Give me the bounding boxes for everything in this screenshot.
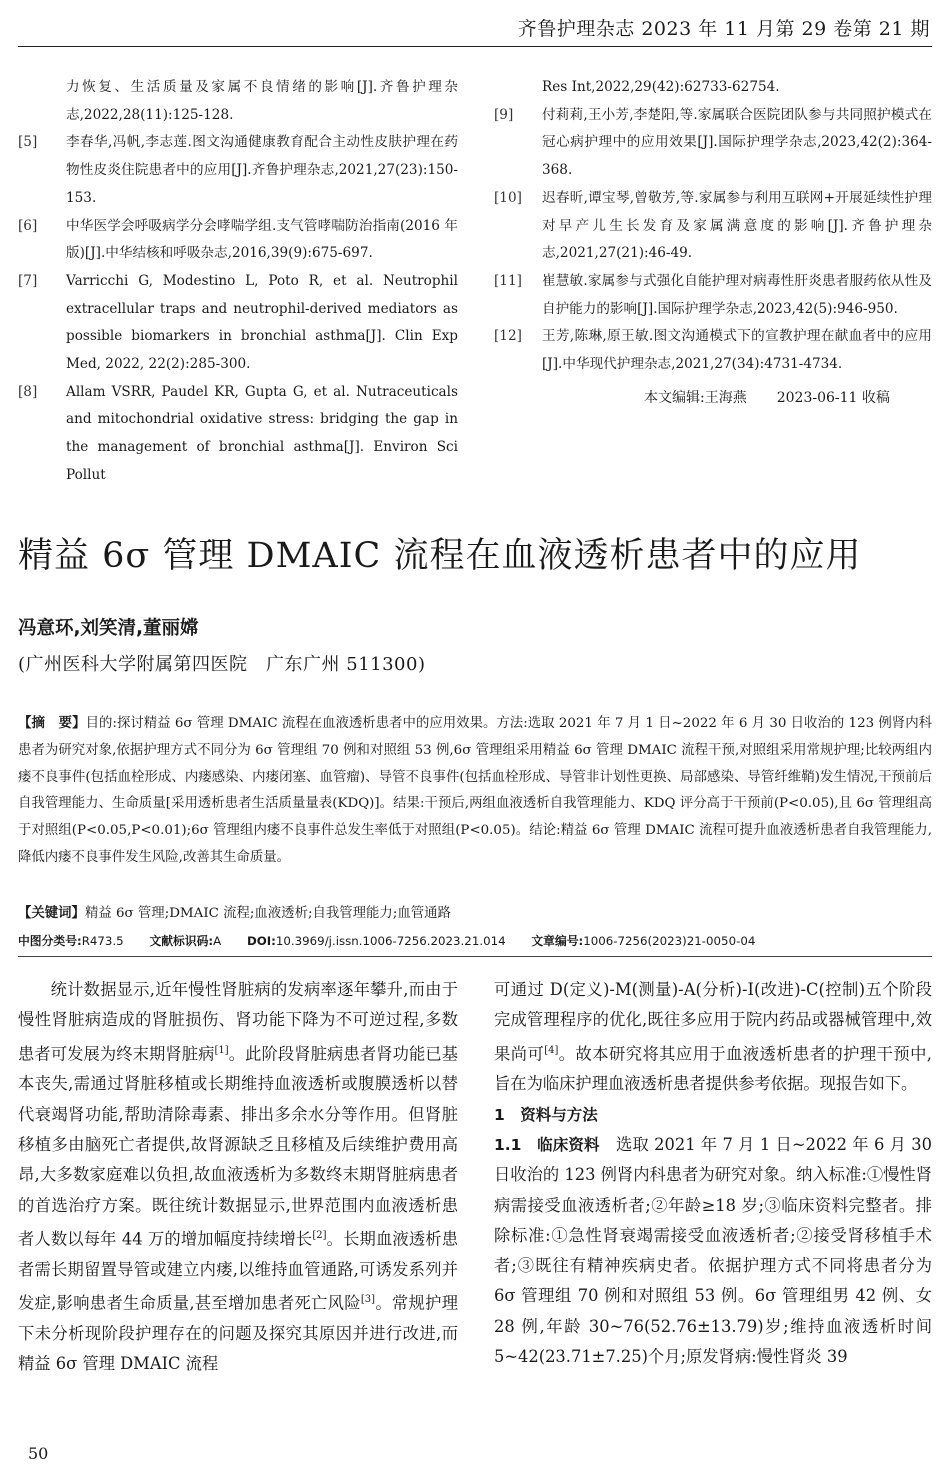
reference-item bbox=[18, 74, 458, 129]
body-left-column bbox=[18, 975, 458, 1379]
reference-item bbox=[18, 379, 458, 490]
reference-number: [9] bbox=[494, 106, 514, 123]
reference-text: 迟春昕,谭宝琴,曾敬芳,等.家属参与利用互联网+开展延续性护理对早产儿生长发育及家属满意度的影响[J].齐鲁护理杂志,2021,27(21):46-49. bbox=[542, 189, 932, 262]
section-heading: 1 资料与方法 bbox=[494, 1105, 598, 1124]
reference-text: 力恢复、生活质量及家属不良情绪的影响[J].齐鲁护理杂志,2022,28(11):125-128. bbox=[66, 79, 458, 123]
journal-running-title: 齐鲁护理杂志 2023 年 11 月第 29 卷第 21 期 bbox=[517, 18, 930, 40]
reference-number: [5] bbox=[18, 134, 38, 151]
reference-text: 王芳,陈琳,原王敏.图文沟通模式下的宣教护理在献血者中的应用[J].中华现代护理杂志,2021,27(34):4731-4734. bbox=[542, 328, 932, 373]
keywords-label: 【关键词】 bbox=[18, 906, 85, 921]
body-paragraph: 可通过 D(定义)-M(测量)-A(分析)-I(改进)-C(控制)五个阶段完成管理程序的优化,既往多应用于院内药品或器械管理中,效果尚可[4]。故本研究将其应用于血液透析患者的护理干预中,旨在为临床护理血液透析患者提供参考依据。现报告如下。 bbox=[494, 980, 932, 1094]
page-number: 50 bbox=[28, 1444, 49, 1463]
reference-item bbox=[18, 129, 458, 212]
reference-item bbox=[18, 213, 458, 268]
reference-number: [7] bbox=[18, 272, 38, 289]
reference-text: 崔慧敏.家属参与式强化自能护理对病毒性肝炎患者服药依从性及自护能力的影响[J].国际护理学杂志,2023,42(5):946-950. bbox=[542, 272, 932, 317]
reference-text: 中华医学会呼吸病学分会哮喘学组.支气管哮喘防治指南(2016 年版)[J].中华结核和呼吸杂志,2016,39(9):675-697. bbox=[66, 217, 458, 262]
citation: [2] bbox=[312, 1229, 327, 1241]
reference-item bbox=[18, 268, 458, 379]
editor-name: 本文编辑:王海燕 bbox=[644, 389, 747, 406]
clc-number: 中图分类号:R473.5 bbox=[18, 934, 124, 948]
article-authors: 冯意环,刘笑清,董丽嫦 bbox=[18, 618, 199, 639]
keywords-text: 精益 6σ 管理;DMAIC 流程;血液透析;自我管理能力;血管通路 bbox=[84, 906, 451, 921]
citation: [4] bbox=[544, 1044, 559, 1056]
article-metadata bbox=[18, 932, 932, 949]
body-paragraph: 统计数据显示,近年慢性肾脏病的发病率逐年攀升,而由于慢性肾脏病造成的肾脏损伤、肾功能下降为不可逆过程,多数患者可发展为终末期肾脏病[1]。此阶段肾脏病患者肾功能已基本丧失,需通过肾脏移植或长期维持血液透析或腹膜透析以替代衰竭肾功能,帮助清除毒素、排出多余水分等作用。但肾脏移植多由脑死亡者提供,故肾源缺乏且移植及后续维护费用高昂,大多数家庭难以负担,故血液透析为多数终末期肾脏病患者的首选治疗方案。既往统计数据显示,世界范围内血液透析患者人数以每年 44 万的增加幅度持续增长[2]。长期血液透析患者需长期留置导管或建立内瘘,以维持血管通路,可诱发系列并发症,影响患者生命质量,甚至增加患者死亡风险[3]。常规护理下未分析现阶段护理存在的问题及探究其原因并进行改进,而精益 6σ 管理 DMAIC 流程 bbox=[18, 980, 458, 1373]
references-left-column bbox=[18, 74, 458, 490]
reference-text: Allam VSRR, Paudel KR, Gupta G, et al. Nutraceuticals and mitochondrial oxidative stress: bridging the gap in the management of bronchial asthma[J]. Environ Sci Pollut bbox=[66, 383, 458, 483]
divider bbox=[18, 956, 932, 957]
reference-number: [10] bbox=[494, 189, 522, 206]
body-right-column bbox=[494, 975, 932, 1372]
reference-text: Res Int,2022,29(42):62733-62754. bbox=[542, 79, 780, 95]
reference-number: [8] bbox=[18, 383, 38, 400]
reference-text: 付莉莉,王小芳,李楚阳,等.家属联合医院团队参与共同照护模式在冠心病护理中的应用效果[J].国际护理学杂志,2023,42(2):364-368. bbox=[542, 106, 932, 179]
reference-text: 李春华,冯帆,李志莲.图文沟通健康教育配合主动性皮肤护理在药物性皮炎住院患者中的应用[J].齐鲁护理杂志,2021,27(23):150-153. bbox=[66, 134, 458, 206]
article-number: 文章编号:1006-7256(2023)21-0050-04 bbox=[531, 934, 756, 948]
page-header bbox=[18, 0, 932, 47]
keywords bbox=[18, 902, 932, 921]
reference-item bbox=[494, 74, 932, 102]
article-title: 精益 6σ 管理 DMAIC 流程在血液透析患者中的应用 bbox=[18, 536, 862, 576]
abstract-label: 【摘 要】 bbox=[18, 715, 86, 731]
reference-text: Varricchi G, Modestino L, Poto R, et al. Neutrophil extracellular traps and neutrophil-derived mediators as possible biomarkers in bronchial asthma[J]. Clin Exp Med, 2022, 22(2):285-300. bbox=[66, 272, 458, 373]
reference-item bbox=[494, 323, 932, 378]
reference-number: [12] bbox=[494, 328, 522, 345]
reference-item bbox=[494, 102, 932, 185]
abstract bbox=[18, 710, 932, 872]
reference-number: [6] bbox=[18, 217, 38, 234]
editor-note bbox=[494, 385, 932, 413]
reference-item bbox=[494, 185, 932, 268]
body-paragraph: 1.1 临床资料 选取 2021 年 7 月 1 日~2022 年 6 月 30 日收治的 123 例肾内科患者为研究对象。纳入标准:①慢性肾病需接受血液透析者;②年龄≥18 岁;③临床资料完整者。排除标准:①急性肾衰竭需接受血液透析者;②接受肾移植手术者;③既往有精神疾病史者。依据护理方式不同将患者分为 6σ 管理组 70 例和对照组 53 例。6σ 管理组男 42 例、女 28 例,年龄 30~76(52.76±13.79)岁;维持血液透析时间 5~42(23.71±7.25)个月;原发肾病:慢性肾炎 39 bbox=[494, 1134, 932, 1366]
reference-number: [11] bbox=[494, 272, 522, 289]
author-affiliation: (广州医科大学附属第四医院 广东广州 511300) bbox=[18, 654, 426, 675]
references-right-column bbox=[494, 74, 932, 412]
doi: DOI:10.3969/j.issn.1006-7256.2023.21.014 bbox=[246, 934, 506, 948]
abstract-text: 目的:探讨精益 6σ 管理 DMAIC 流程在血液透析患者中的应用效果。方法:选取 2021 年 7 月 1 日~2022 年 6 月 30 日收治的 123 例肾内科患者为研究对象,依据护理方式不同分为 6σ 管理组 70 例和对照组 53 例,6σ 管理组采用精益 6σ 管理 DMAIC 流程干预,对照组采用常规护理;比较两组内瘘不良事件(包括血栓形成、内瘘感染、内瘘闭塞、血管瘤)、导管不良事件(包括血栓形成、导管非计划性更换、局部感染、导管纤维鞘)发生情况,干预前后自我管理能力、生命质量[采用透析患者生活质量量表(KDQ)]。结果:干预后,两组血液透析自我管理能力、KDQ 评分高于干预前(P<0.05),且 6σ 管理组高于对照组(P<0.05,P<0.01);6σ 管理组内瘘不良事件总发生率低于对照组(P<0.05)。结论:精益 6σ 管理 DMAIC 流程可提升血液透析患者自我管理能力,降低内瘘不良事件发生风险,改善其生命质量。 bbox=[18, 716, 933, 865]
citation: [1] bbox=[214, 1044, 229, 1056]
received-date: 2023-06-11 收稿 bbox=[776, 389, 890, 406]
citation: [3] bbox=[360, 1293, 376, 1305]
reference-item bbox=[494, 268, 932, 323]
subsection-heading: 1.1 临床资料 bbox=[494, 1135, 600, 1154]
document-code: 文献标识码:A bbox=[149, 934, 222, 948]
